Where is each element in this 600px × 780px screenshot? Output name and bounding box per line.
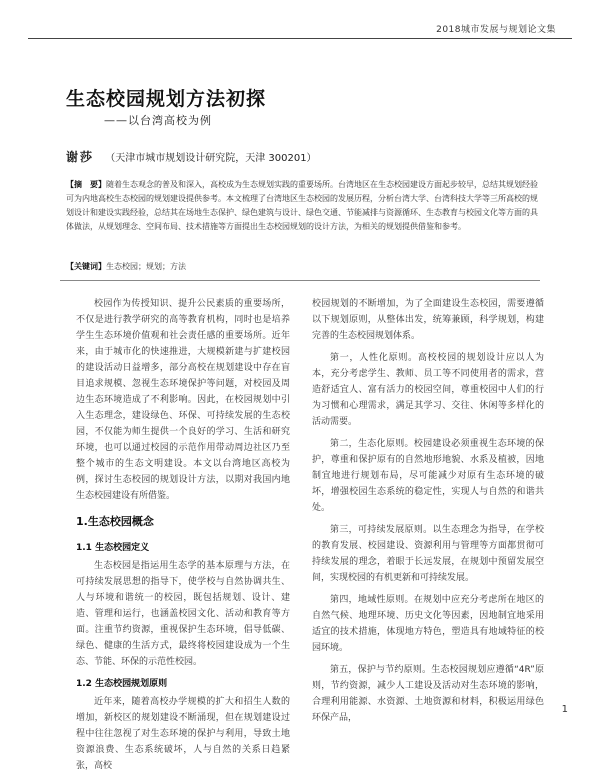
section-1-1-heading: 1.1 生态校园定义 — [76, 543, 150, 553]
keywords-text: 生态校园；规划；方法 — [106, 262, 186, 271]
author-line — [66, 148, 317, 165]
abstract-divider — [60, 280, 540, 281]
continued-paragraph: 校园规划的不断增加，为了全面建设生态校园，需要遵循以下规划原则，从整体出发，统筹兼顾，科学规划，构建完善的生态校园规划体系。 — [312, 299, 544, 341]
principle-5: 第五，保护与节约原则。生态校园规划应遵循“4R”原则，节约资源，减少人工建设及活动对生态环境的影响，合理利用能源、水资源、土地资源和材料，积极运用绿色环保产品， — [312, 665, 544, 723]
principle-1: 第一，人性化原则。高校校园的规划设计应以人为本，充分考虑学生、教师、员工等不同使用者的需求，营造舒适宜人、富有活力的校园空间，尊重校园中人们的行为习惯和心理需求，满足其学习、交往、休闲等多样化的活动需要。 — [312, 353, 544, 427]
principle-4: 第四，地域性原则。在规划中应充分考虑所在地区的自然气候、地理环境、历史文化等因素，因地制宜地采用适宜的技术措施，体现地方特色，塑造具有地域特征的校园环境。 — [312, 595, 544, 653]
author-name: 谢莎 — [66, 150, 95, 164]
abstract — [66, 178, 541, 234]
page-number: 1 — [561, 704, 568, 715]
abstract-label: 【摘 要】 — [66, 180, 106, 189]
author-affiliation: （天津市城市规划设计研究院，天津 300201） — [105, 153, 317, 164]
section-1-2-heading: 1.2 生态校园规划原则 — [76, 679, 168, 689]
keywords-label: 【关键词】 — [66, 262, 106, 271]
header-rule — [28, 38, 572, 39]
paper-subtitle: ——以台湾高校为例 — [104, 114, 212, 127]
abstract-text: 随着生态观念的普及和深入，高校成为生态规划实践的重要场所。台湾地区在生态校园建设方面起步较早，总结其规划经验可为内地高校生态校园的规划建设提供参考。本文梳理了台湾地区生态校园的发展历程，分析台湾大学、台湾科技大学等三所高校的规划设计和建设实践经验，总结其在场地生态保护、绿色建筑与设计、绿色交通、节能减排与资源循环、生态教育与校园文化等方面的具体做法，从规划理念、空间布局、技术措施等方面提出生态校园规划的设计方法，为相关的规划提供借鉴和参考。 — [66, 180, 538, 231]
body-left-column — [76, 296, 290, 780]
principle-3: 第三，可持续发展原则。以生态理念为指导，在学校的教育发展、校园建设、资源利用与管理等方面都贯彻可持续发展的理念，着眼于长远发展，在规划中预留发展空间，实现校园的有机更新和可持续发展。 — [312, 525, 544, 583]
body-right-column — [312, 296, 544, 732]
section-1-2-text: 近年来，随着高校办学规模的扩大和招生人数的增加，新校区的规划建设不断涌现，但在规划建设过程中往往忽视了对生态环境的保护与利用，导致土地资源浪费、生态系统破坏，人与自然的关系日趋紧张，高校 — [76, 697, 290, 771]
intro-paragraph: 校园作为传授知识、提升公民素质的重要场所，不仅是进行教学研究的高等教育机构，同时也是培养学生生态环境价值观和社会责任感的重要场所。近年来，由于城市化的快速推进，大规模新建与扩建校园的建设活动日益增多，部分高校在规划建设中存在盲目追求规模、忽视生态环境保护等问题，对校园及周边生态环境造成了不利影响。因此，在校园规划中引入生态理念，建设绿色、环保、可持续发展的生态校园，不仅能为师生提供一个良好的学习、生活和研究环境，也可以通过校园的示范作用带动周边社区乃至整个城市的生态文明建设。本文以台湾地区高校为例，探讨生态校园的规划设计方法，以期对我国内地生态校园建设有所借鉴。 — [76, 299, 290, 501]
keywords — [66, 260, 541, 274]
paper-title: 生态校园规划方法初探 — [66, 88, 267, 110]
page-header — [0, 0, 600, 40]
section-1-1-text: 生态校园是指运用生态学的基本原理与方法，在可持续发展思想的指导下，使学校与自然协调共生、人与环境和谐统一的校园，既包括规划、设计、建造、管理和运行，也涵盖校园文化、活动和教育等方面。注重节约资源，重视保护生态环境，倡导低碳、绿色、健康的生活方式，最终将校园建设成为一个生态、节能、环保的示范性校园。 — [76, 561, 290, 667]
series-title: 2018城市发展与规划论文集 — [436, 25, 556, 35]
principle-2: 第二，生态化原则。校园建设必须重视生态环境的保护，尊重和保护原有的自然地形地貌、水系及植被，因地制宜地进行规划布局，尽可能减少对原有生态环境的破坏，增强校园生态系统的稳定性，实现人与自然的和谐共处。 — [312, 439, 544, 513]
section-1-heading: 1.生态校园概念 — [76, 515, 154, 528]
